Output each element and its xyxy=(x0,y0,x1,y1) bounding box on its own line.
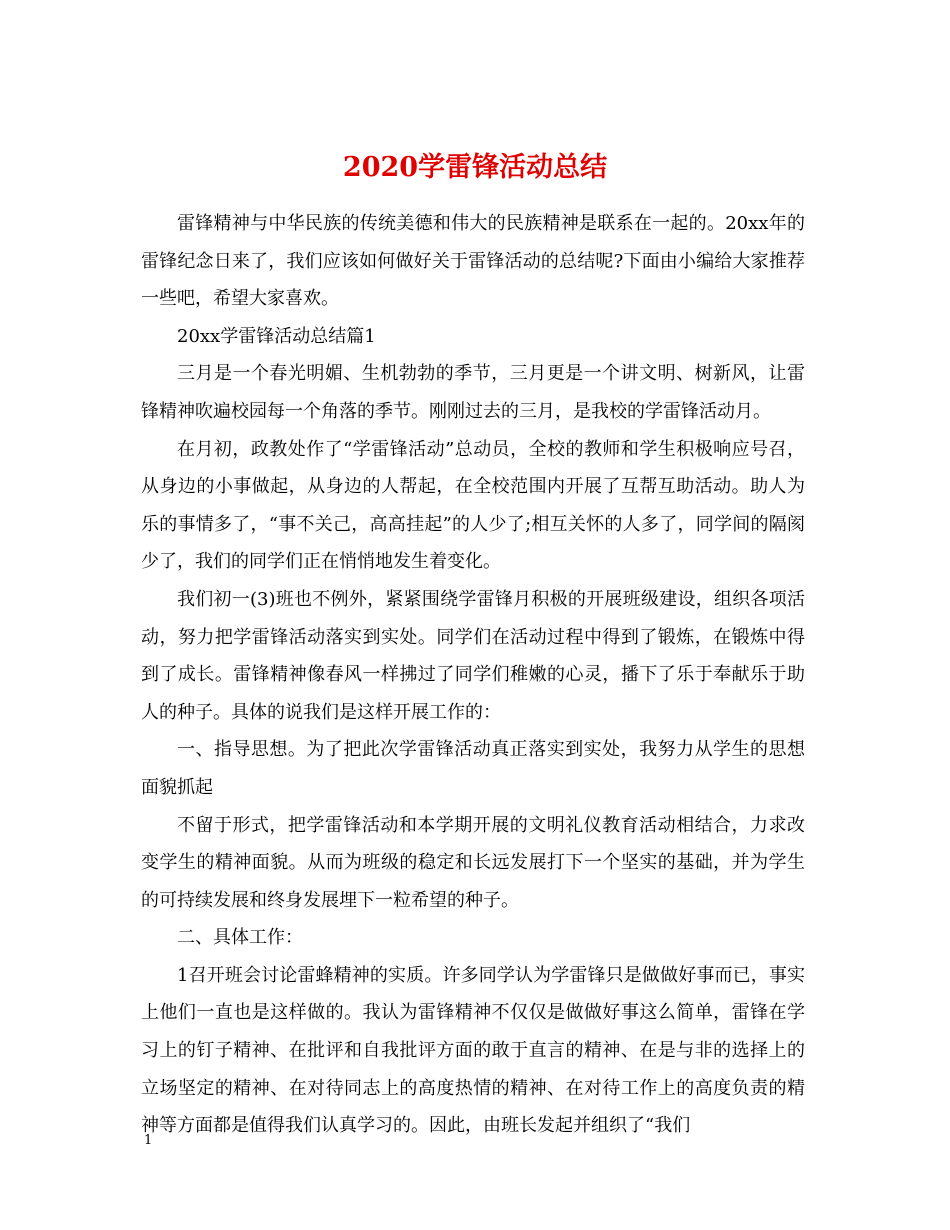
paragraph: 我们初一(3)班也不例外，紧紧围绕学雷锋月积极的开展班级建设，组织各项活动，努力把学雷锋活动落实到实处。同学们在活动过程中得到了锻炼，在锻炼中得到了成长。雷锋精神像春风一样拂过了同学们稚嫩的心灵，播下了乐于奉献乐于助人的种子。具体的说我们是这样开展工作的： xyxy=(141,588,805,723)
document-body xyxy=(141,205,805,1145)
paragraph: 1召开班会讨论雷蜂精神的实质。许多同学认为学雷锋只是做做好事而已，事实上他们一直也是这样做的。我认为雷锋精神不仅仅是做做好事这么简单，雷锋在学习上的钉子精神、在批评和自我批评方面的敢于直言的精神、在是与非的选择上的立场坚定的精神、在对待同志上的高度热情的精神、在对待工作上的高度负责的精神等方面都是值得我们认真学习的。因此，由班长发起并组织了“我们 xyxy=(141,964,805,1137)
subheading: 二、具体工作： xyxy=(177,927,303,949)
paragraph: 不留于形式，把学雷锋活动和本学期开展的文明礼仪教育活动相结合，力求改变学生的精神面貌。从而为班级的稳定和长远发展打下一个坚实的基础，并为学生的可持续发展和终身发展埋下一粒希望的种子。 xyxy=(141,814,805,911)
page-number: 1 xyxy=(144,1133,153,1148)
document-title: 2020学雷锋活动总结 xyxy=(342,152,608,184)
paragraph: 一、指导思想。为了把此次学雷锋活动真正落实到实处，我努力从学生的思想面貌抓起 xyxy=(141,739,805,798)
paragraph-intro: 雷锋精神与中华民族的传统美德和伟大的民族精神是联系在一起的。20xx年的雷锋纪念日来了，我们应该如何做好关于雷锋活动的总结呢?下面由小编给大家推荐一些吧，希望大家喜欢。 xyxy=(141,213,805,310)
section-heading: 20xx学雷锋活动总结篇1 xyxy=(177,325,376,347)
paragraph: 在月初，政教处作了“学雷锋活动”总动员，全校的教师和学生积极响应号召，从身边的小事做起，从身边的人帮起，在全校范围内开展了互帮互助活动。助人为乐的事情多了，“事不关己，高高挂起”的人少了;相互关怀的人多了，同学间的隔阂少了，我们的同学们正在悄悄地发生着变化。 xyxy=(141,438,805,573)
paragraph: 三月是一个春光明媚、生机勃勃的季节，三月更是一个讲文明、树新风，让雷锋精神吹遍校园每一个角落的季节。刚刚过去的三月，是我校的学雷锋活动月。 xyxy=(141,363,805,422)
